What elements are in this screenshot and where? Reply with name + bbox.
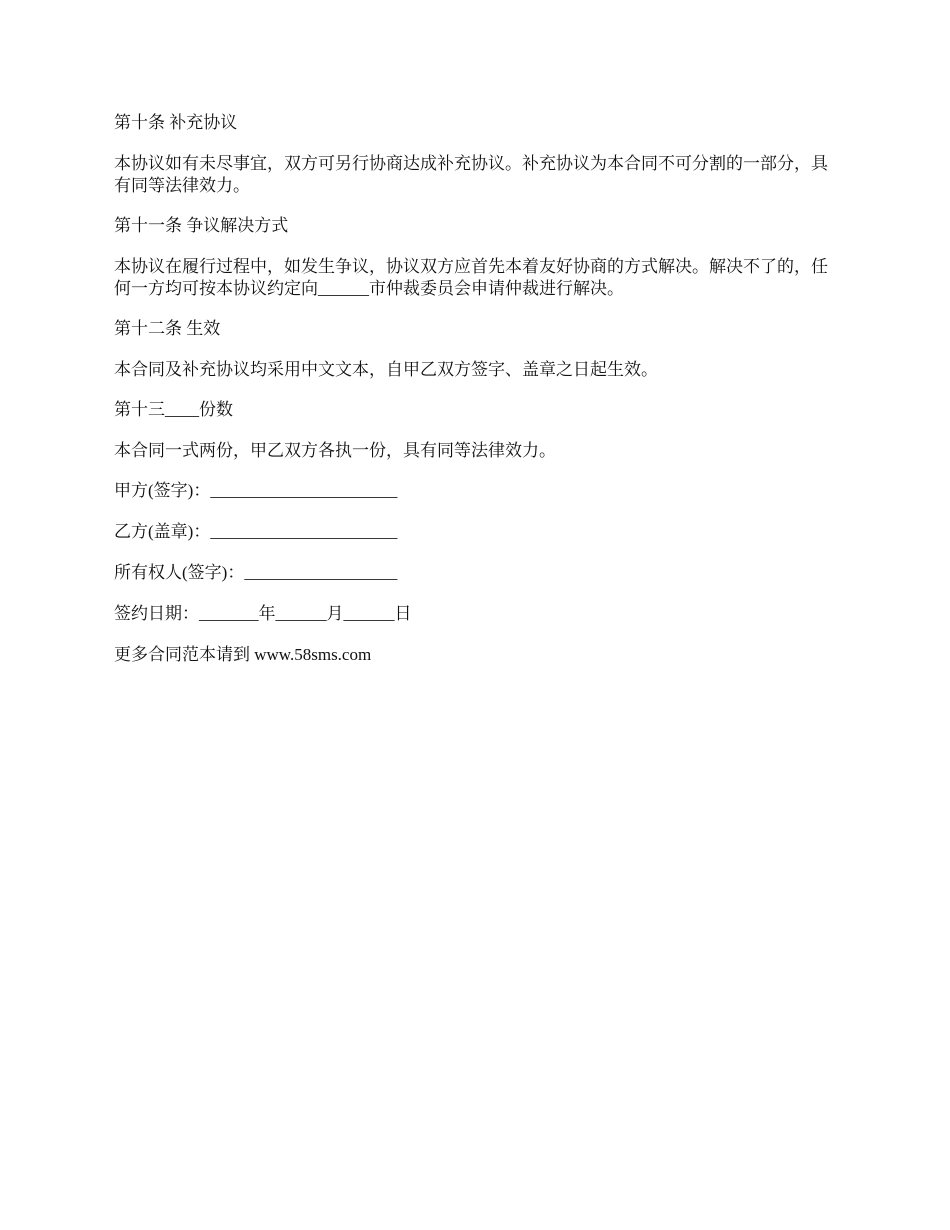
party-a-signature-line: 甲方(签字)：______________________ [114,481,398,500]
section-11-body: 本协议在履行过程中，如发生争议，协议双方应首先本着友好协商的方式解决。解决不了的，任何一方均可按本协议约定向______市仲裁委员会申请仲裁进行解决。 [114,257,828,298]
party-b-seal-line: 乙方(盖章)：______________________ [114,522,398,541]
signing-date-line: 签约日期：_______年______月______日 [114,604,412,623]
footer-website-note: 更多合同范本请到 www.58sms.com [114,645,372,664]
section-10-heading: 第十条 补充协议 [114,113,238,132]
section-13-heading: 第十三____份数 [114,400,233,419]
owner-signature-line: 所有权人(签字)：__________________ [114,563,398,582]
section-12-heading: 第十二条 生效 [114,319,221,338]
section-13-body: 本合同一式两份，甲乙双方各执一份，具有同等法律效力。 [114,441,556,460]
contract-page [114,112,844,666]
section-12-body: 本合同及补充协议均采用中文文本，自甲乙双方签字、盖章之日起生效。 [114,360,658,379]
section-11-heading: 第十一条 争议解决方式 [114,216,289,235]
section-10-body: 本协议如有未尽事宜，双方可另行协商达成补充协议。补充协议为本合同不可分割的一部分，具有同等法律效力。 [114,154,828,195]
